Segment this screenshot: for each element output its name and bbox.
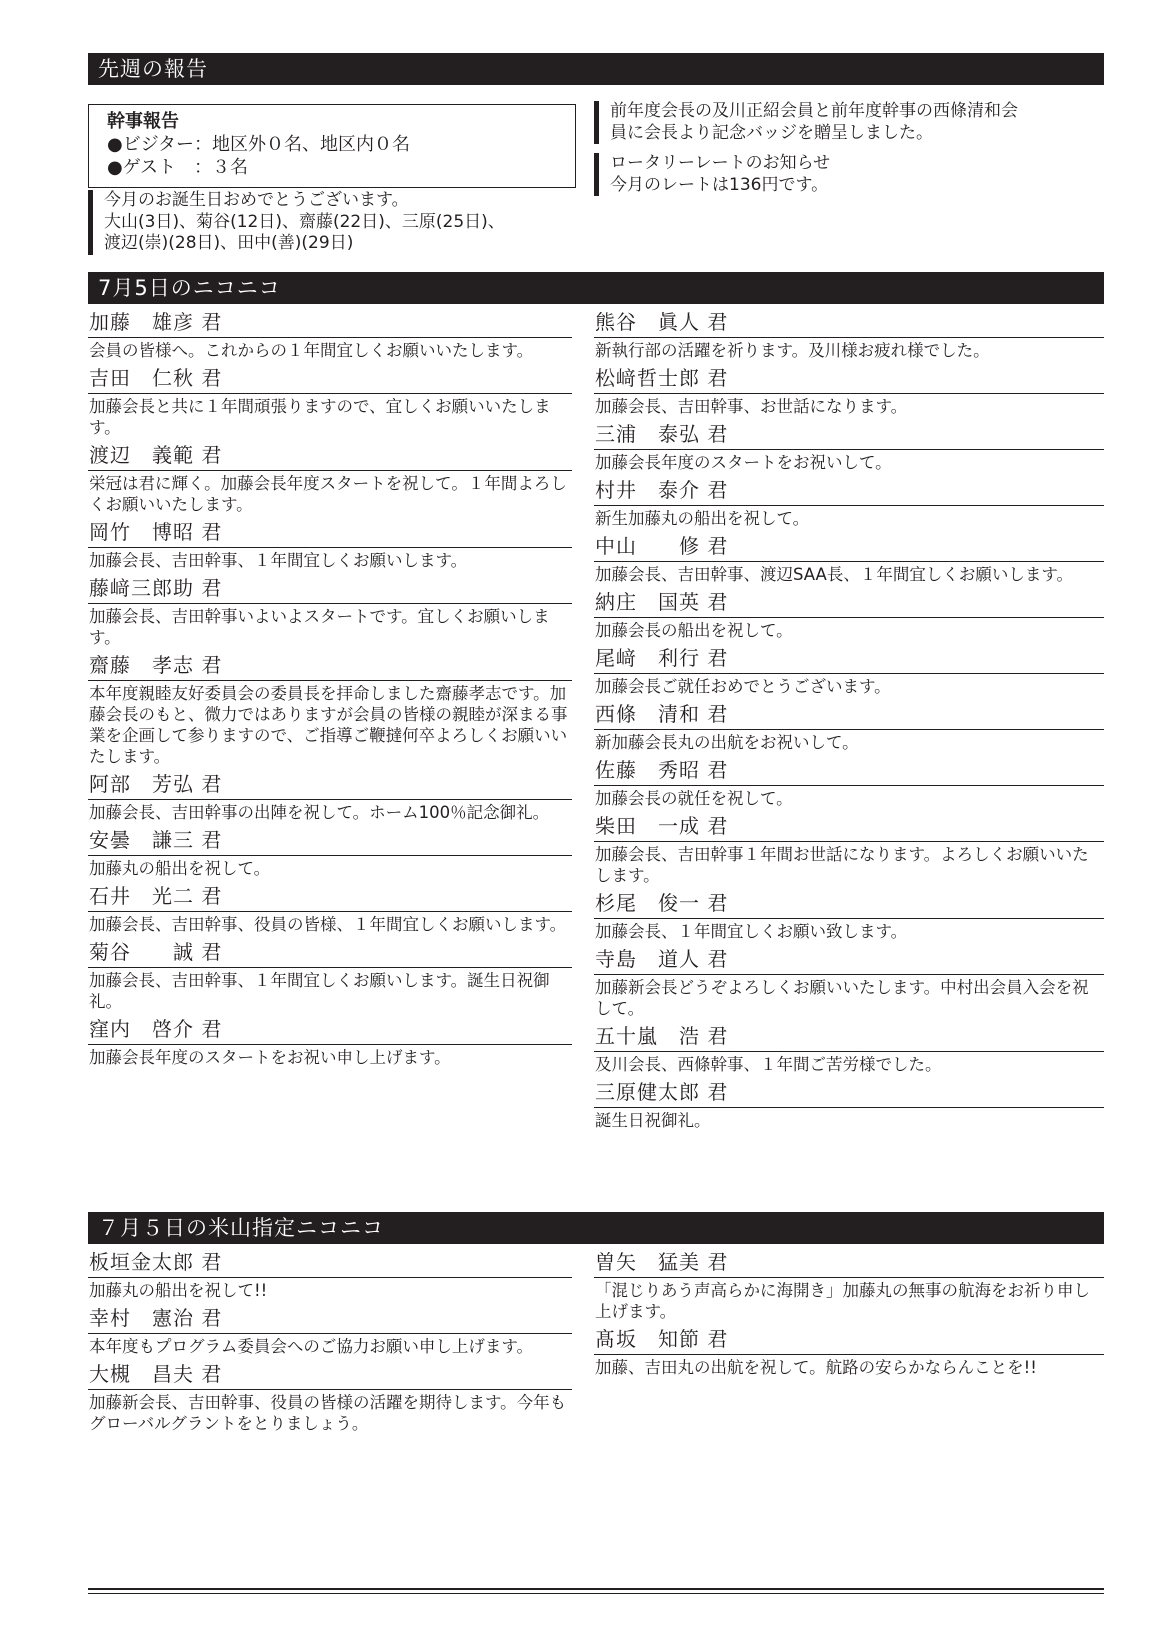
member-name: 大槻 昌夫 君 [88,1361,572,1390]
member-name: 吉田 仁秋 君 [88,365,572,394]
member-message: 加藤丸の船出を祝して。 [89,859,271,878]
member-message: 加藤会長と共に１年間頑張りますので、宜しくお願いいたします。 [89,397,551,437]
member-name: 熊谷 眞人 君 [594,309,1104,338]
donation-entry [594,1249,1104,1322]
donation-entry [594,645,1104,697]
member-name: 寺島 道人 君 [594,946,1104,975]
badge-line: 前年度会長の及川正紹会員と前年度幹事の西條清和会 [610,101,1018,121]
donation-entry [594,1326,1104,1378]
yoneyama-left-column [88,1249,572,1438]
badge-line: 員に会長より記念バッジを贈呈しました。 [610,122,933,143]
member-message: 会員の皆様へ。これからの１年間宜しくお願いいたします。 [89,341,534,360]
donation-entry [88,519,572,571]
section-heading-nikoniko: 7月5日のニコニコ [88,272,1104,304]
member-message: 栄冠は君に輝く。加藤会長年度スタートを祝して。１年間よろしくお願いいたします。 [89,474,567,514]
donation-entry [594,533,1104,585]
member-name: 石井 光二 君 [88,883,572,912]
member-message: 新加藤会長丸の出航をお祝いして。 [595,733,859,752]
member-name: 曽矢 猛美 君 [594,1249,1104,1278]
birthday-line: 渡辺(崇)(28日)、田中(善)(29日) [104,233,354,253]
section-heading-report: 先週の報告 [88,53,1104,85]
member-message: 加藤会長、吉田幹事、１年間宜しくお願いします。 [89,551,468,570]
member-name: 渡辺 義範 君 [88,442,572,471]
member-name: 西條 清和 君 [594,701,1104,730]
donation-entry [88,365,572,438]
member-message: 加藤丸の船出を祝して!! [89,1281,268,1300]
member-message: 「混じりあう声高らかに海開き」加藤丸の無事の航海をお祈り申し上げます。 [595,1281,1090,1321]
visitor-count: ●ビジター：地区外０名、地区内０名 [107,134,410,155]
birthday-note [88,190,578,255]
rate-note [594,153,1104,196]
member-message: 加藤会長年度のスタートをお祝いして。 [595,453,892,472]
member-message: 加藤、吉田丸の出航を祝して。航路の安らかならんことを!! [595,1358,1037,1377]
section-heading-yoneyama: ７月５日の米山指定ニコニコ [88,1212,1104,1244]
member-name: 佐藤 秀昭 君 [594,757,1104,786]
member-name: 加藤 雄彦 君 [88,309,572,338]
member-name: 岡竹 博昭 君 [88,519,572,548]
member-name: 菊谷 誠 君 [88,939,572,968]
member-name: 幸村 憲治 君 [88,1305,572,1334]
donation-entry [88,1305,572,1357]
member-message: 加藤会長年度のスタートをお祝い申し上げます。 [89,1048,451,1067]
donation-entry [594,946,1104,1019]
donation-entry [594,365,1104,417]
donation-entry [594,421,1104,473]
member-name: 藤﨑三郎助 君 [88,575,572,604]
member-message: 加藤会長ご就任おめでとうございます。 [595,677,891,696]
donation-entry [88,939,572,1012]
member-message: 加藤新会長、吉田幹事、役員の皆様の活躍を期待します。今年もグローバルグラントをとりましょう。 [89,1393,567,1433]
member-name: 中山 修 君 [594,533,1104,562]
donation-entry [88,309,572,361]
nikoniko-right-column [594,309,1104,1135]
member-name: 安曇 謙三 君 [88,827,572,856]
member-name: 村井 泰介 君 [594,477,1104,506]
donation-entry [88,1361,572,1434]
donation-entry [88,1249,572,1301]
member-name: 板垣金太郎 君 [88,1249,572,1278]
member-name: 杉尾 俊一 君 [594,890,1104,919]
member-message: 誕生日祝御礼。 [595,1111,711,1130]
donation-entry [594,890,1104,942]
member-name: 柴田 一成 君 [594,813,1104,842]
member-name: 五十嵐 浩 君 [594,1023,1104,1052]
donation-entry [88,652,572,767]
nikoniko-left-column [88,309,572,1072]
donation-entry [88,575,572,648]
badge-note [594,101,1104,144]
footer-rule [88,1588,1104,1590]
secretary-report-title: 幹事報告 [107,111,179,132]
member-name: 窪内 啓介 君 [88,1016,572,1045]
donation-entry [88,771,572,823]
footer-rule [88,1593,1104,1594]
member-name: 三原健太郎 君 [594,1079,1104,1108]
donation-entry [88,827,572,879]
member-message: 加藤新会長どうぞよろしくお願いいたします。中村出会員入会を祝して。 [595,978,1089,1018]
donation-entry [594,589,1104,641]
member-message: 本年度親睦友好委員会の委員長を拝命しました齋藤孝志です。加藤会長のもと、微力ではありますが会員の皆様の親睦が深まる事業を企画して参りますので、ご指導ご鞭撻何卒よろしくお願いいたします。 [89,684,568,766]
rate-line: ロータリーレートのお知らせ [610,153,831,173]
donation-entry [594,477,1104,529]
donation-entry [594,701,1104,753]
member-message: 加藤会長、吉田幹事、１年間宜しくお願いします。誕生日祝御礼。 [89,971,550,1011]
member-message: 加藤会長、吉田幹事いよいよスタートです。宜しくお願いします。 [89,607,550,647]
member-message: 加藤会長、吉田幹事１年間お世話になります。よろしくお願いいたします。 [595,845,1089,885]
donation-entry [594,757,1104,809]
member-message: 及川会長、西條幹事、１年間ご苦労様でした。 [595,1055,942,1074]
donation-entry [88,883,572,935]
member-name: 松﨑哲士郎 君 [594,365,1104,394]
member-message: 新生加藤丸の船出を祝して。 [595,509,810,528]
yoneyama-right-column [594,1249,1104,1382]
member-message: 新執行部の活躍を祈ります。及川様お疲れ様でした。 [595,341,990,360]
guest-count: ●ゲスト ：３名 [107,157,248,178]
member-message: 加藤会長、１年間宜しくお願い致します。 [595,922,908,941]
member-message: 加藤会長の就任を祝して。 [595,789,793,808]
member-message: 加藤会長、吉田幹事の出陣を祝して。ホーム100％記念御礼。 [89,803,550,822]
member-name: 阿部 芳弘 君 [88,771,572,800]
donation-entry [88,1016,572,1068]
rate-line: 今月のレートは136円です。 [610,174,829,195]
member-message: 加藤会長、吉田幹事、お世話になります。 [595,397,908,416]
member-name: 三浦 泰弘 君 [594,421,1104,450]
member-name: 納庄 国英 君 [594,589,1104,618]
donation-entry [594,813,1104,886]
donation-entry [594,309,1104,361]
member-name: 尾﨑 利行 君 [594,645,1104,674]
member-name: 齋藤 孝志 君 [88,652,572,681]
birthday-line: 大山(3日)、菊谷(12日)、齋藤(22日)、三原(25日)、 [104,211,505,232]
member-message: 加藤会長、吉田幹事、渡辺SAA長、１年間宜しくお願いします。 [595,565,1073,584]
member-name: 髙坂 知節 君 [594,1326,1104,1355]
member-message: 加藤会長、吉田幹事、役員の皆様、１年間宜しくお願いします。 [89,915,567,934]
member-message: 加藤会長の船出を祝して。 [595,621,793,640]
donation-entry [594,1079,1104,1131]
donation-entry [88,442,572,515]
member-message: 本年度もプログラム委員会へのご協力お願い申し上げます。 [89,1337,534,1356]
donation-entry [594,1023,1104,1075]
secretary-report-box [88,104,576,188]
birthday-line: 今月のお誕生日おめでとうございます。 [104,190,409,210]
